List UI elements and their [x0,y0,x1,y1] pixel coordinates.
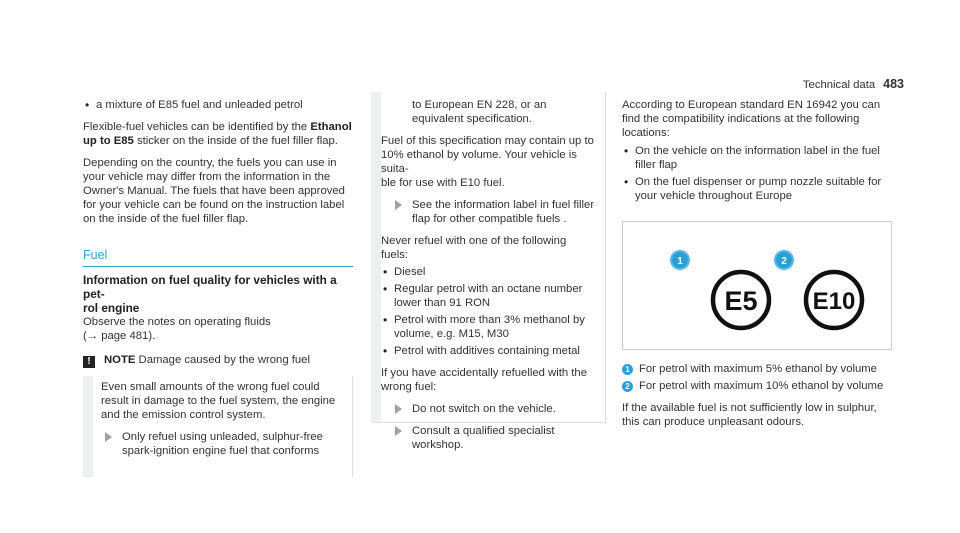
list-item: • Regular petrol with an octane number lower than 91 RON [381,282,595,310]
note-header [83,353,353,368]
column-1 [83,98,353,477]
note-box [83,376,353,477]
paragraph-accident: If you have accidentally refuelled with the wrong fuel: [381,367,587,393]
warning-icon: ! [83,356,95,368]
instruction-text: Do not switch on the vehicle. [412,403,556,415]
arrow-right-icon [395,200,402,210]
action-text: to European EN 228, or an equivalent specification. [412,99,547,125]
subheading-line: Information on fuel quality for vehicles with a pet- [83,273,337,301]
paragraph-ethanol [381,134,595,190]
note-action-continued [391,98,595,126]
legend-item [622,362,892,376]
text-line: ble for use with E10 fuel. [381,177,505,189]
instruction-item [391,424,595,452]
instruction-text: Consult a qualified specialist workshop. [412,425,555,451]
page-header [803,77,904,92]
text: sticker on the inside of the fuel filler flap. [133,135,338,147]
list-item: • Petrol with more than 3% methanol by volume, e.g. M15, M30 [381,313,595,341]
action-text: Only refuel using unleaded, sulphur-free spark-ignition engine fuel that conforms [122,431,323,457]
paragraph-country: Depending on the country, the fuels you can use in your vehicle may differ from the information in the Owner's Manual. The fuels that have been approved for your vehicle can be found on the instruction label on the inside of the fuel filler flap. [83,157,345,225]
text-line: 10% ethanol by volume. Your vehicle is suita- [381,149,577,175]
instruction-item [391,402,595,416]
svg-text:E5: E5 [724,286,758,316]
callout-badge-1 [670,250,690,270]
svg-text:2: 2 [781,256,787,267]
list-item: • On the fuel dispenser or pump nozzle suitable for your vehicle throughout Europe [622,175,892,203]
list-item: • a mixture of E85 fuel and unleaded petrol [83,98,353,112]
column-3 [622,98,892,437]
subheading-line: rol engine [83,301,140,315]
arrow-right-icon [395,404,402,414]
locations-list [622,144,892,203]
section-name: Technical data [802,79,876,91]
callout-number-icon: 1 [622,364,633,375]
list-item: • On the vehicle on the information label in the fuel filler flap [622,144,892,172]
observe-text: Observe the notes on operating fluids [83,316,271,328]
legend-text: For petrol with maximum 5% ethanol by volume [639,363,877,375]
instruction-text: See the information label in fuel filler flap for other compatible fuels . [412,199,595,225]
paragraph-standard: According to European standard EN 16942 you can find the compatibility indications at the following locations: [622,99,881,139]
forbidden-fuels-list [381,265,595,358]
list-item: • Diesel [381,265,595,279]
legend-text: For petrol with maximum 10% ethanol by volume [639,380,884,392]
arrow-right-icon [105,432,112,442]
bullet-list-top [83,98,353,112]
section-title-fuel: Fuel [83,248,353,267]
text: Flexible-fuel vehicles can be identified by the [83,121,311,133]
paragraph-sulphur: If the available fuel is not sufficiently low in sulphur, this can produce unpleasant odours. [622,402,877,428]
svg-text:E10: E10 [812,288,856,315]
paragraph-identification [83,120,353,148]
note-label: NOTE [104,354,136,366]
e5-label [713,272,769,328]
note-box-continued [371,92,606,451]
instruction-item [391,198,595,226]
note-body: Even small amounts of the wrong fuel could result in damage to the fuel system, the engine and the emission control system. [101,381,336,421]
fuel-labels-illustration [623,222,891,349]
arrow-right-icon [395,426,402,436]
fuel-label-figure [622,221,892,350]
note-action [101,430,344,458]
svg-text:1: 1 [677,256,683,267]
e10-label [806,272,862,328]
note-title: Damage caused by the wrong fuel [138,354,310,366]
page-number: 483 [883,77,904,91]
legend-item [622,379,892,393]
sticker-name: Ethanol up to E85 [83,121,352,147]
subheading-fuel-quality [83,273,353,315]
callout-number-icon: 2 [622,381,633,392]
callout-badge-2 [774,250,794,270]
page-reference-link[interactable]: (→ page 481). [83,330,156,342]
paragraph-never: Never refuel with one of the following fuels: [381,235,567,261]
list-item: • Petrol with additives containing metal [381,344,595,358]
text-line: Fuel of this specification may contain up to [381,135,594,147]
